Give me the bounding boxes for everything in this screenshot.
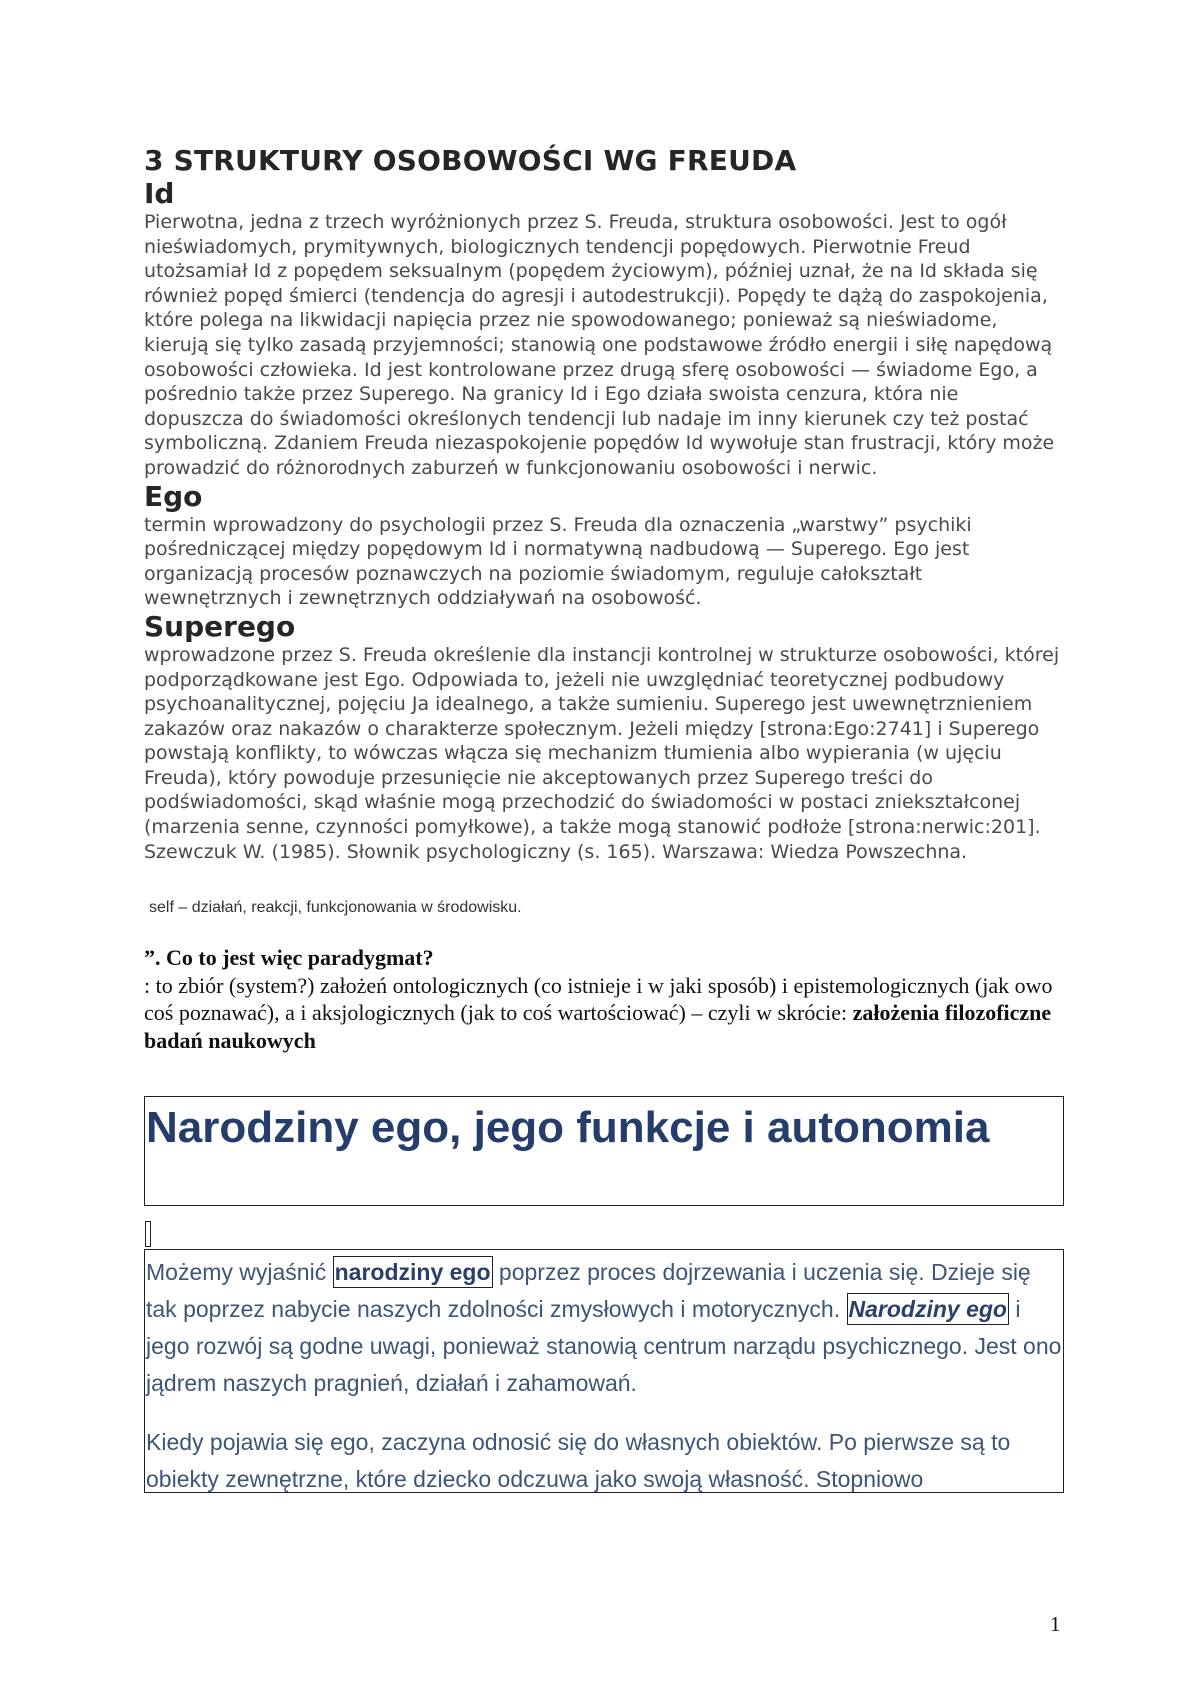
- ego-birth-title-frame: [144, 1096, 1064, 1206]
- id-paragraph: Pierwotna, jedna z trzech wyróżnionych przez S. Freuda, struktura osobowości. Jest to ogół nieświadomych, prymitywnych, biologicznych tendencji popędowych. Pierwotnie Freud utożsamiał Id z popędem seksualnym (popędem życiowym), później uznał, że na Id składa się również popęd śmierci (tendencja do agresji i autodestrukcji). Popędy te dążą do zaspokojenia, które polega na likwidacji napięcia przez nie spowodowanego; ponieważ są nieświadome, kierują się tylko zasadą przyjemności; stanowią one podstawowe źródło energii i siłę napędową osobowości człowieka. Id jest kontrolowane przez drugą sferę osobowości — świadome Ego, a pośrednio także przez Superego. Na granicy Id i Ego działa swoista cenzura, która nie dopuszcza do świadomości określonych tendencji lub nadaje im inny kierunek czy też postać symboliczną. Zdaniem Freuda niezaspokojenie popędów Id wywołuje stan frustracji, który może prowadzić do różnorodnych zaburzeń w funkcjonowaniu osobowości i nerwic.: [144, 211, 1055, 479]
- ego-birth-paragraph-2: Kiedy pojawia się ego, zaczyna odnosić się do własnych obiektów. Po pierwsze są to obiekty zewnętrzne, które dziecko odczuwa jako swoją własność. Stopniowo: [146, 1429, 1011, 1493]
- paradigm-answer: [144, 972, 1064, 1055]
- paradigm-block: [144, 944, 1064, 1054]
- paradigm-question: ”. Co to jest więc paradygmat?: [144, 945, 434, 971]
- self-line: self – działań, reakcji, funkcjonowania w środowisku.: [149, 899, 522, 917]
- page-content: [144, 144, 1064, 1493]
- page-number: 1: [1050, 1612, 1061, 1636]
- main-title: 3 STRUKTURY OSOBOWOŚCI WG FREUDA: [144, 144, 797, 177]
- superego-heading: Superego: [144, 609, 296, 643]
- ego-paragraph: termin wprowadzony do psychologii przez S. Freuda dla oznaczenia „warstwy” psychiki pośredniczącej między popędowym Id i normatywną nadbudową — Superego. Ego jest organizacją procesów poznawczych na poziomie świadomym, reguluje całokształt wewnętrznych i zewnętrznych oddziaływań na osobowość.: [144, 513, 972, 610]
- ego-birth-paragraph-1: [146, 1254, 1063, 1402]
- p1-text-a: Możemy wyjaśnić: [146, 1259, 333, 1286]
- p1-text-c: i jego rozwój są godne uwagi, ponieważ stanowią centrum narządu psychicznego. Jest ono jądrem naszych pragnień, działań i zahamowań.: [146, 1296, 1062, 1397]
- highlight-narodziny-ego-1: narodziny ego: [333, 1256, 493, 1288]
- superego-paragraph: wprowadzone przez S. Freuda określenie dla instancji kontrolnej w strukturze osobowości, której podporządkowane jest Ego. Odpowiada to, jeżeli nie uwzględniać teoretycznej podbudowy psychoanalitycznej, pojęciu Ja idealnego, a także sumieniu. Superego jest uwewnętrznieniem zakazów oraz nakazów o charakterze społecznym. Jeżeli między [strona:Ego:2741] i Superego powstają konflikty, to wówczas włącza się mechanizm tłumienia albo wypierania (w ujęciu Freuda), który powoduje przesunięcie nie akceptowanych przez Superego treści do podświadomości, skąd właśnie mogą przechodzić do świadomości w postaci zniekształconej (marzenia senne, czynności pomyłkowe), a także mogą stanowić podłoże [strona:nerwic:201]. Szewczuk W. (1985). Słownik psychologiczny (s. 165). Warszawa: Wiedza Powszechna.: [144, 643, 1060, 863]
- ego-birth-title: Narodziny ego, jego funkcje i autonomia: [146, 1103, 990, 1153]
- empty-field-marker: [145, 1221, 151, 1247]
- paradigm-answer-text: : to zbiór (system?) założeń ontologicznych (co istnieje i w jaki sposób) i epistemologicznych (jak owo coś poznawać), a i aksjologicznych (jak to coś wartościować) – czyli w skrócie:: [144, 972, 1053, 1026]
- id-heading: Id: [144, 177, 175, 210]
- ego-heading: Ego: [144, 479, 203, 513]
- paradigm-answer-bold: założenia filozoficzne badań naukowych: [144, 1000, 1052, 1053]
- highlight-narodziny-ego-2: Narodziny ego: [847, 1293, 1009, 1325]
- p1-text-b: poprzez proces dojrzewania i uczenia się. Dzieje się tak poprzez nabycie naszych zdolności zmysłowych i motorycznych.: [146, 1259, 1031, 1323]
- ego-birth-body-frame: [144, 1249, 1064, 1493]
